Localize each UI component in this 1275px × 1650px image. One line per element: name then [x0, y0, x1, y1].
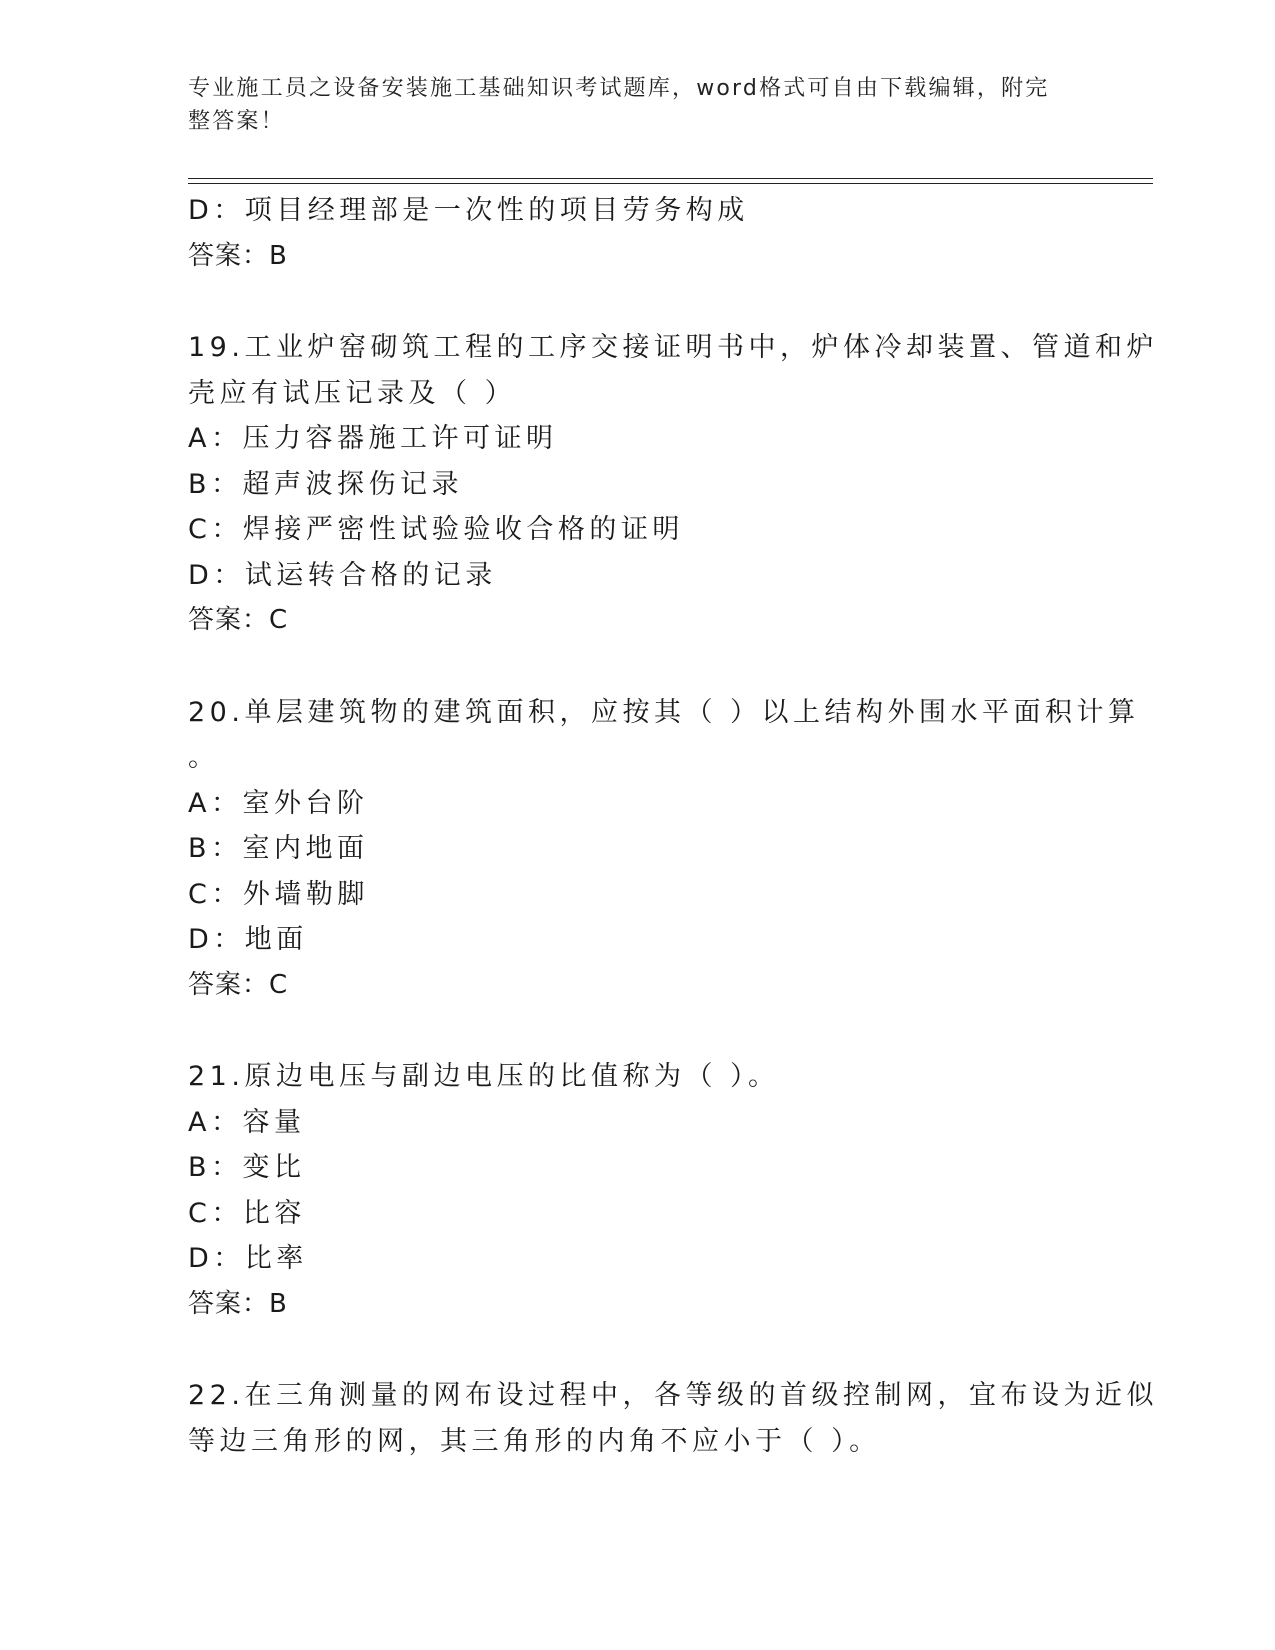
answer: 答案：B: [188, 1288, 288, 1319]
option-b: B：变比: [188, 1152, 306, 1183]
spacer: [188, 279, 1088, 325]
question-stem-line-2: 壳应有试压记录及（ ）: [188, 377, 517, 409]
question-stem-line-2: 等边三角形的网，其三角形的内角不应小于（ ）。: [188, 1425, 881, 1457]
question-22: [188, 1373, 1158, 1464]
question-20: [188, 690, 1140, 1009]
question-21: [188, 1054, 1088, 1327]
option-b: B：超声波探伤记录: [188, 468, 464, 500]
option-d: D：项目经理部是一次性的项目劳务构成: [188, 195, 749, 226]
option-c: C：外墙勒脚: [188, 878, 369, 910]
header-divider-bottom: [188, 183, 1153, 184]
option-a: A：压力容器施工许可证明: [188, 423, 558, 454]
question-stem-line-1: 19.工业炉窑砌筑工程的工序交接证明书中，炉体冷却装置、管道和炉: [188, 332, 1158, 363]
option-a: A：容量: [188, 1106, 306, 1138]
question-19: [188, 325, 1158, 644]
header-line-1: 专业施工员之设备安装施工基础知识考试题库，word格式可自由下载编辑，附完: [188, 76, 1050, 101]
header-line-2: 整答案！: [188, 109, 285, 134]
option-d: D：试运转合格的记录: [188, 559, 497, 591]
option-b: B：室内地面: [188, 833, 369, 864]
question-stem-line-1: 20.单层建筑物的建筑面积，应按其（ ）以上结构外围水平面积计算: [188, 696, 1140, 728]
header-divider-top: [188, 178, 1153, 179]
option-c: C：焊接严密性试验验收合格的证明: [188, 514, 684, 545]
page-header: [188, 72, 1088, 138]
answer: 答案：B: [188, 240, 288, 271]
question-stem-line-1: 22.在三角测量的网布设过程中，各等级的首级控制网，宜布设为近似: [188, 1380, 1158, 1411]
answer: 答案：C: [188, 969, 289, 1000]
option-d: D：比率: [188, 1243, 308, 1274]
spacer: [188, 1008, 1088, 1054]
spacer: [188, 1327, 1088, 1373]
answer: 答案：C: [188, 605, 289, 635]
option-d: D：地面: [188, 924, 308, 955]
question-stem-line-1: 21.原边电压与副边电压的比值称为（ ）。: [188, 1061, 780, 1092]
question-stem-line-2: 。: [188, 742, 220, 773]
option-c: C：比容: [188, 1197, 306, 1229]
option-a: A：室外台阶: [188, 787, 369, 819]
spacer: [188, 644, 1088, 690]
previous-question-tail: [188, 188, 1088, 279]
document-body: [188, 188, 1158, 1464]
